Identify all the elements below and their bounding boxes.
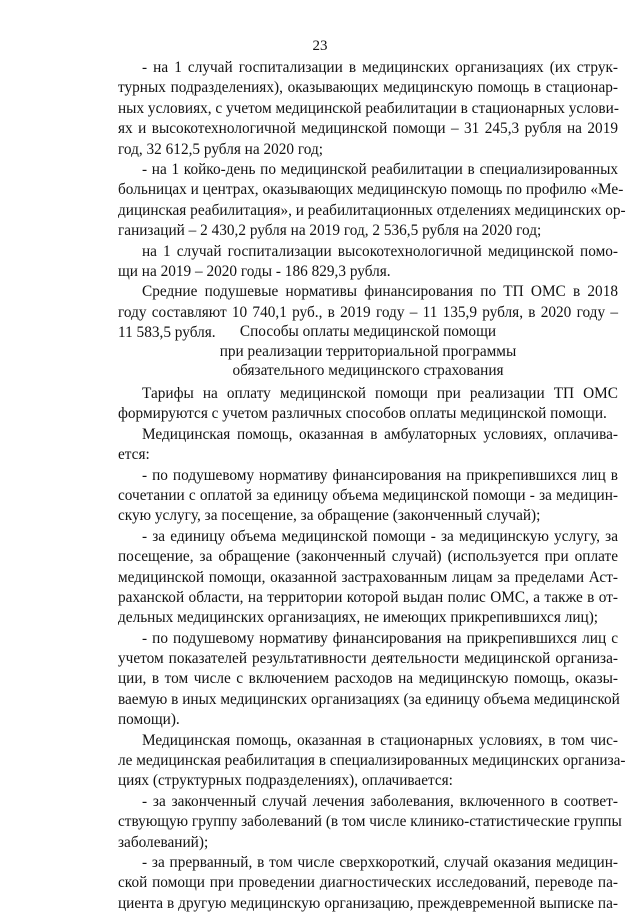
heading-line: обязательного медицинского страхования [232, 362, 504, 379]
text-line: Тарифы на оплату медицинской помощи при реализации ТП ОМС [142, 385, 618, 402]
text-line: турных подразделениях), оказывающих медицинскую помощь в стационар- [118, 79, 618, 97]
text-line: год, 32 612,5 рубля на 2020 год; [118, 140, 324, 158]
text-line: - по подушевому нормативу финансирования на прикрепившихся лиц в [142, 466, 618, 484]
text-line: - за единицу объема медицинской помощи - за медицинскую услугу, за [142, 527, 618, 545]
text-line: учетом показателей результативности деятельности медицинской организа- [118, 650, 618, 668]
text-line: больницах и центрах, оказывающих медицинскую помощь по профилю «Ме- [118, 181, 624, 199]
text-line: дицинская реабилитация», и реабилитационных отделениях медицинских ор- [118, 201, 626, 219]
text-line: на 1 случай госпитализации высокотехнологичной медицинской помо- [142, 242, 618, 260]
text-line: помощи). [118, 711, 180, 729]
section-heading [118, 322, 618, 381]
text-line: сочетании с оплатой за единицу объема медицинской помощи - за медицин- [118, 486, 618, 504]
page-number: 23 [312, 38, 328, 54]
text-line: ется: [118, 446, 150, 464]
text-line: - за законченный случай лечения заболевания, включенного в соответ- [142, 792, 618, 810]
text-line: медицинской помощи, оказанной застрахованным лицам за пределами Аст- [118, 568, 618, 586]
text-line: раханской области, на территории которой выдан полис ОМС, а также в от- [118, 588, 618, 606]
text-line: 11 583,5 рубля. [118, 324, 216, 342]
text-line: году составляют 10 740,1 руб., в 2019 году – 11 135,9 рубля, в 2020 году – [118, 303, 618, 321]
text-line: ле медицинская реабилитация в специализированных медицинских организа- [118, 752, 626, 770]
rates-paragraphs [118, 58, 626, 343]
text-line: ных условиях, с учетом медицинской реабилитации в стационарных услови- [118, 99, 619, 117]
heading-line: Способы оплаты медицинской помощи [239, 323, 497, 340]
text-line: дельных медицинских организациях, не имеющих прикрепившихся лиц); [118, 609, 599, 627]
text-line: посещение, за обращение (законченный случай) (используется при оплате [118, 548, 618, 566]
text-line: - по подушевому нормативу финансирования на прикрепившихся лиц с [142, 629, 618, 647]
text-line: Медицинская помощь, оказанная в амбулаторных условиях, оплачива- [142, 425, 618, 443]
text-line: - на 1 койко-день по медицинской реабилитации в специализированных [142, 160, 618, 178]
text-line: щи на 2019 – 2020 годы - 186 829,3 рубля. [118, 262, 391, 280]
text-line: формируются с учетом различных способов оплаты медицинской помощи. [118, 405, 607, 423]
text-line: циента в другую медицинскую организацию, преждевременной выписке па- [118, 894, 618, 912]
text-line: ганизаций – 2 430,2 рубля на 2019 год, 2 536,5 рубля на 2020 год; [118, 222, 542, 240]
heading-line: при реализации территориальной программы [219, 342, 517, 360]
text-line: ваемую в иных медицинских организациях (за единицу объема медицинской [118, 690, 620, 708]
text-line: ции, в том числе с включением расходов на медицинскую помощь, оказы- [118, 670, 618, 688]
text-line: Медицинская помощь, оказанная в стационарных условиях, в том чис- [142, 731, 618, 749]
text-line: ях и высокотехнологичной медицинской помощи – 31 245,3 рубля на 2019 [118, 120, 618, 138]
text-line: ской помощи при проведении диагностических исследований, переводе па- [118, 874, 618, 892]
text-line: ствующую группу заболеваний (в том числе клинико-статистические группы [118, 813, 622, 831]
text-line: Средние подушевые нормативы финансирования по ТП ОМС в 2018 [142, 283, 618, 301]
text-line: - на 1 случай госпитализации в медицинских организациях (их струк- [142, 59, 618, 76]
text-line: циях (структурных подразделениях), оплачивается: [118, 772, 453, 790]
payment-methods-paragraphs [118, 384, 626, 914]
text-line: - за прерванный, в том числе сверхкороткий, случай оказания медицин- [142, 853, 618, 871]
text-line: заболеваний); [118, 833, 209, 851]
text-line: скую услугу, за посещение, за обращение (законченный случай); [118, 507, 541, 525]
